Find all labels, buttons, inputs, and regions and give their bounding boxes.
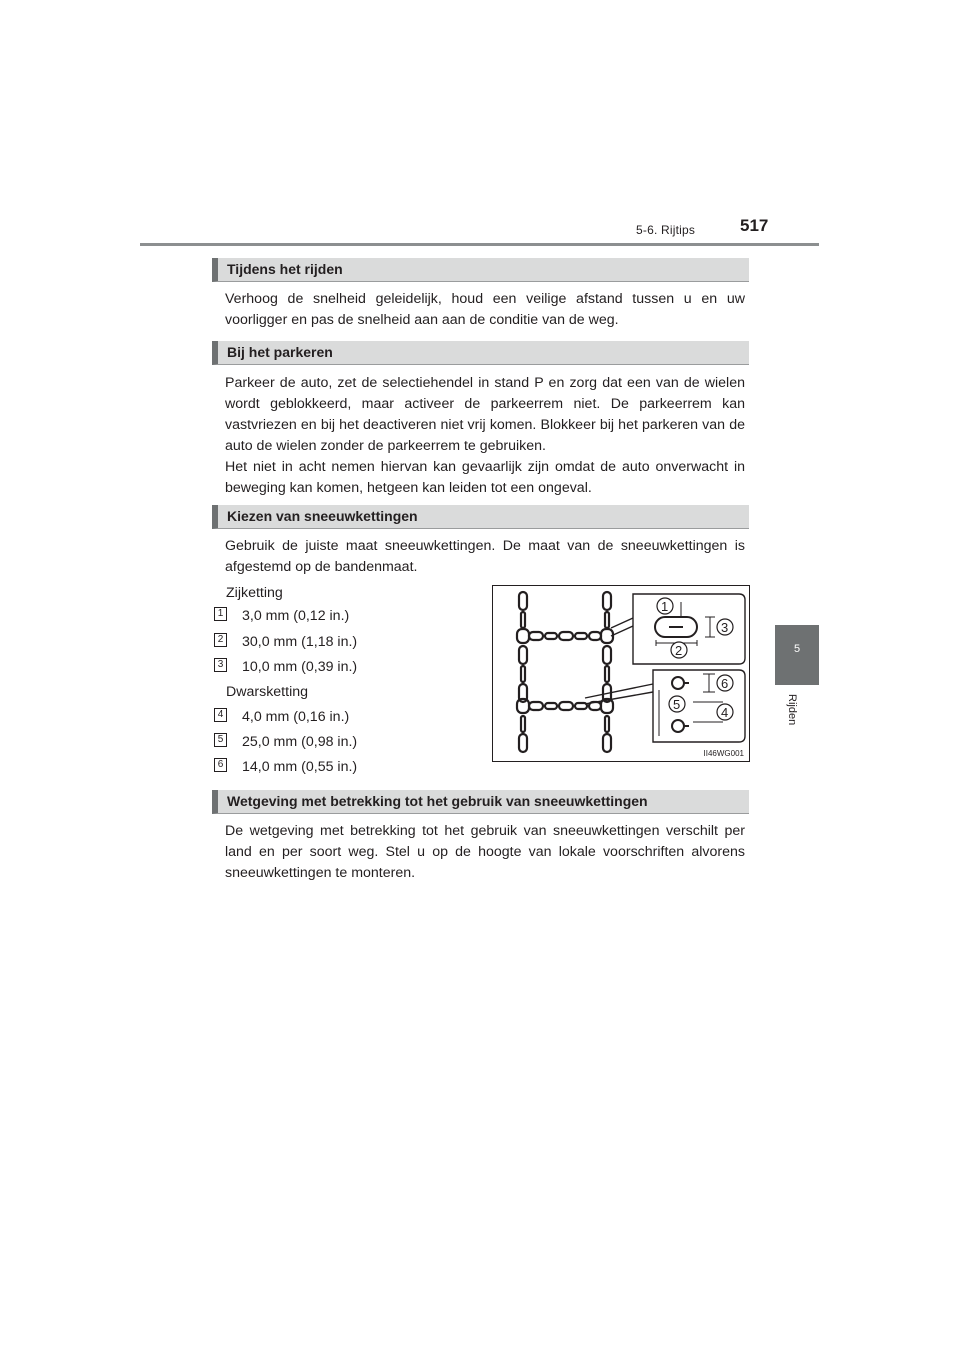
paragraph: Gebruik de juiste maat sneeuwkettingen. De maat van de sneeuwkettingen is afgestemd op de bandenmaat. — [225, 538, 745, 575]
paragraph: Het niet in acht nemen hiervan kan gevaarlijk zijn omdat de auto onverwacht in beweging kan komen, hetgeen kan leiden tot een ongeval. — [225, 459, 745, 496]
chapter-number: 5 — [793, 643, 801, 655]
heading-text: Bij het parkeren — [227, 344, 333, 360]
callout-number: 1 — [661, 599, 669, 614]
section-heading — [212, 505, 749, 529]
spec-value: 3,0 mm (0,12 in.) — [242, 608, 350, 624]
chapter-label: Rijden — [786, 694, 798, 726]
snow-chain-illustration — [493, 586, 749, 761]
spec-number: 3 — [214, 658, 227, 672]
paragraph: Verhoog de snelheid geleidelijk, houd een veilige afstand tussen u en uw voorligger en pas de snelheid aan aan de conditie van de weg. — [225, 291, 745, 328]
figure-code: II46WG001 — [703, 749, 744, 758]
spec-value: 4,0 mm (0,16 in.) — [242, 709, 350, 725]
chapter-tab — [775, 625, 819, 685]
spec-value: 30,0 mm (1,18 in.) — [242, 634, 358, 650]
section-heading — [212, 341, 749, 365]
callout-number: 2 — [675, 643, 683, 658]
section-label: 5-6. Rijtips — [636, 223, 696, 237]
spec-value: 14,0 mm (0,55 in.) — [242, 759, 358, 775]
paragraph: Parkeer de auto, zet de selectiehendel in stand P en zorg dat een van de wielen wordt geblokkeerd, maar activeer de parkeerrem niet. De parkeerrem kan vastvriezen en bij het deactiveren niet vrij komen. Blokkeer bij het parkeren van de auto de wielen zonder de parkeerrem te gebruiken. — [225, 375, 745, 454]
callout-number: 4 — [721, 705, 729, 720]
page-number: 517 — [740, 216, 769, 235]
spec-number: 2 — [214, 633, 227, 647]
side-chain-label: Zijketting — [226, 585, 283, 601]
callout-number: 5 — [673, 697, 681, 712]
spec-number: 4 — [214, 708, 227, 722]
spec-value: 10,0 mm (0,39 in.) — [242, 659, 358, 675]
spec-number: 5 — [214, 733, 227, 747]
heading-text: Kiezen van sneeuwkettingen — [227, 508, 418, 524]
callout-number: 3 — [721, 620, 729, 635]
snow-chain-figure — [492, 585, 750, 762]
spec-value: 25,0 mm (0,98 in.) — [242, 734, 358, 750]
cross-chain-label: Dwarsketting — [226, 684, 309, 700]
callout-number: 6 — [721, 676, 729, 691]
header-rule — [140, 243, 819, 246]
heading-text: Tijdens het rijden — [227, 261, 343, 277]
paragraph: De wetgeving met betrekking tot het gebruik van sneeuwkettingen verschilt per land en per soort weg. Stel u op de hoogte van lokale voorschriften alvorens sneeuwkettingen te monteren. — [225, 823, 745, 881]
section-heading — [212, 790, 749, 814]
spec-number: 6 — [214, 758, 227, 772]
section-heading — [212, 258, 749, 282]
spec-number: 1 — [214, 607, 227, 621]
heading-text: Wetgeving met betrekking tot het gebruik van sneeuwkettingen — [227, 793, 648, 809]
